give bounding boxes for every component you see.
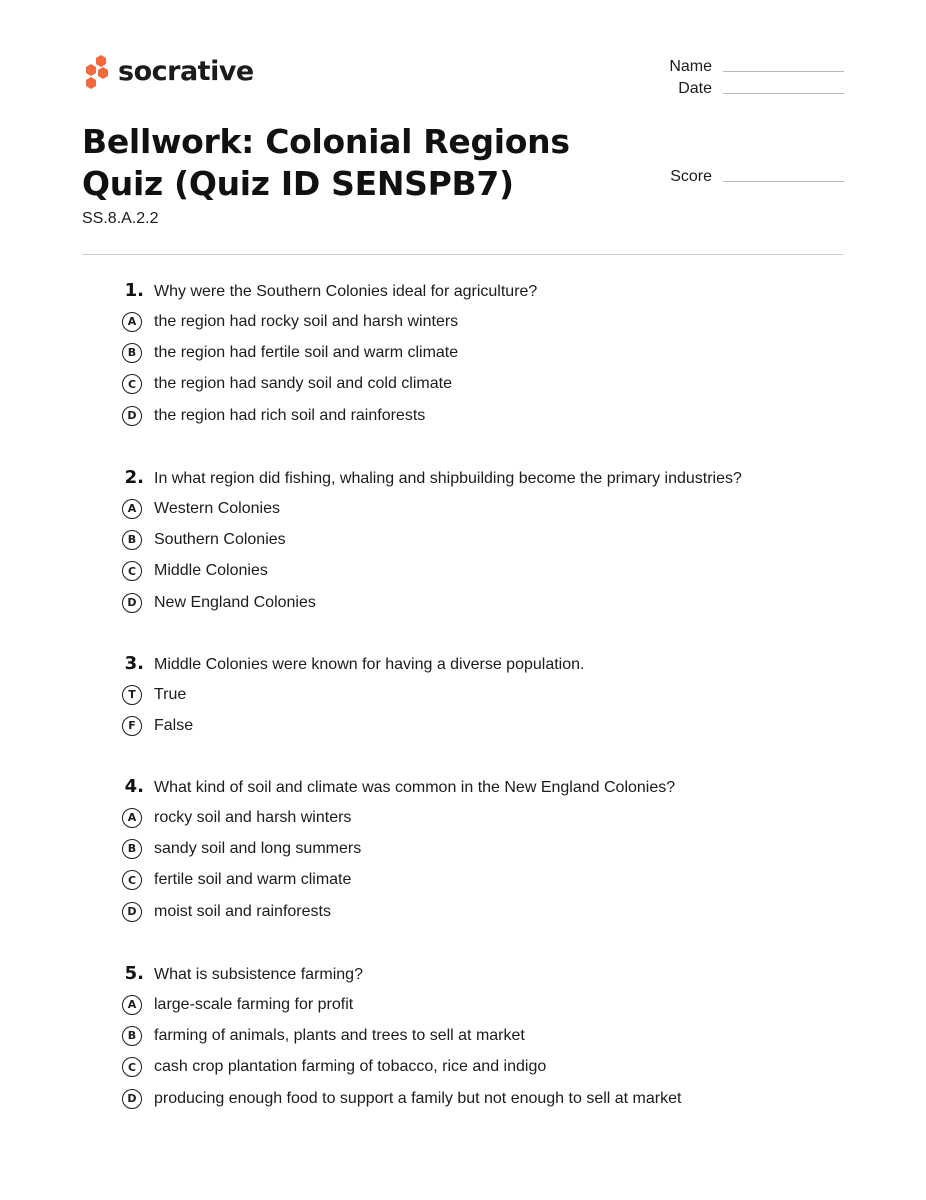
- question-number: 1.: [124, 280, 144, 301]
- choice-c[interactable]: [120, 1052, 820, 1083]
- choice-letter-badge[interactable]: D: [122, 1089, 142, 1109]
- choice-text: the region had sandy soil and cold climate: [154, 375, 452, 393]
- standard-code: SS.8.A.2.2: [82, 210, 159, 227]
- choice-a[interactable]: [120, 989, 820, 1020]
- question-1: [120, 280, 820, 431]
- choice-b[interactable]: [120, 524, 820, 555]
- choice-text: sandy soil and long summers: [154, 839, 362, 857]
- choice-text: the region had rich soil and rainforests: [154, 406, 426, 424]
- choice-text: Middle Colonies: [154, 562, 268, 580]
- choice-text: moist soil and rainforests: [154, 902, 331, 920]
- choice-letter-badge[interactable]: F: [122, 716, 142, 736]
- choice-text: rocky soil and harsh winters: [154, 808, 352, 826]
- choice-letter-badge[interactable]: B: [122, 1026, 142, 1046]
- question-4: [120, 776, 820, 927]
- choice-letter-badge[interactable]: D: [122, 593, 142, 613]
- choice-letter-badge[interactable]: B: [122, 530, 142, 550]
- score-write-line[interactable]: [723, 181, 844, 182]
- choice-text: cash crop plantation farming of tobacco, rice and indigo: [154, 1058, 547, 1076]
- choice-letter-badge[interactable]: A: [122, 499, 142, 519]
- brand-name: socrative: [118, 56, 254, 87]
- question-header: [120, 280, 820, 306]
- choice-text: farming of animals, plants and trees to sell at market: [154, 1026, 525, 1044]
- name-write-line[interactable]: [723, 71, 844, 72]
- question-number: 4.: [124, 776, 144, 797]
- choice-text: the region had fertile soil and warm climate: [154, 343, 459, 361]
- choice-text: False: [154, 716, 194, 734]
- question-text: What kind of soil and climate was common in the New England Colonies?: [154, 779, 676, 796]
- choice-letter-badge[interactable]: A: [122, 312, 142, 332]
- choice-a[interactable]: [120, 306, 820, 337]
- name-field[interactable]: [620, 56, 844, 78]
- choice-text: the region had rocky soil and harsh winters: [154, 312, 459, 330]
- choice-b[interactable]: [120, 833, 820, 864]
- choice-letter-badge[interactable]: C: [122, 870, 142, 890]
- question-header: [120, 467, 820, 493]
- choice-letter-badge[interactable]: B: [122, 343, 142, 363]
- question-header: [120, 653, 820, 679]
- choice-letter-badge[interactable]: A: [122, 808, 142, 828]
- choice-a[interactable]: [120, 802, 820, 833]
- question-number: 5.: [124, 963, 144, 984]
- choice-text: True: [154, 685, 187, 703]
- choice-false[interactable]: [120, 710, 820, 741]
- question-3: [120, 653, 820, 742]
- score-label: Score: [670, 168, 712, 185]
- name-label: Name: [669, 58, 712, 75]
- choice-letter-badge[interactable]: T: [122, 685, 142, 705]
- question-header: [120, 776, 820, 802]
- choice-c[interactable]: [120, 556, 820, 587]
- question-2: [120, 467, 820, 618]
- question-header: [120, 963, 820, 989]
- score-field[interactable]: [620, 166, 844, 188]
- choice-text: New England Colonies: [154, 593, 316, 611]
- question-5: [120, 963, 820, 1114]
- choice-d[interactable]: [120, 587, 820, 618]
- choice-text: fertile soil and warm climate: [154, 871, 352, 889]
- choice-letter-badge[interactable]: B: [122, 839, 142, 859]
- choice-d[interactable]: [120, 400, 820, 431]
- choice-letter-badge[interactable]: C: [122, 1057, 142, 1077]
- date-label: Date: [678, 80, 712, 97]
- question-text: Why were the Southern Colonies ideal for agriculture?: [154, 283, 538, 300]
- question-text: What is subsistence farming?: [154, 966, 363, 983]
- choice-text: Western Colonies: [154, 499, 280, 517]
- quiz-title: Bellwork: Colonial Regions Quiz (Quiz ID SENSPB7): [82, 122, 570, 203]
- question-number: 3.: [124, 653, 144, 674]
- choice-true[interactable]: [120, 679, 820, 710]
- choice-text: producing enough food to support a family but not enough to sell at market: [154, 1089, 682, 1107]
- socrative-logo: [82, 54, 254, 90]
- choice-text: large-scale farming for profit: [154, 995, 354, 1013]
- choice-c[interactable]: [120, 865, 820, 896]
- choice-c[interactable]: [120, 369, 820, 400]
- date-field[interactable]: [620, 78, 844, 100]
- choice-letter-badge[interactable]: D: [122, 406, 142, 426]
- choice-d[interactable]: [120, 896, 820, 927]
- choice-b[interactable]: [120, 1020, 820, 1051]
- hexagon-cluster-logo-icon: [82, 54, 110, 90]
- choice-letter-badge[interactable]: D: [122, 902, 142, 922]
- choice-text: Southern Colonies: [154, 530, 286, 548]
- choice-d[interactable]: [120, 1083, 820, 1114]
- question-number: 2.: [124, 467, 144, 488]
- choice-letter-badge[interactable]: C: [122, 561, 142, 581]
- choice-a[interactable]: [120, 493, 820, 524]
- question-text: In what region did fishing, whaling and shipbuilding become the primary industries?: [154, 470, 742, 487]
- header-divider: [82, 254, 844, 255]
- question-text: Middle Colonies were known for having a diverse population.: [154, 656, 585, 673]
- choice-b[interactable]: [120, 337, 820, 368]
- date-write-line[interactable]: [723, 93, 844, 94]
- choice-letter-badge[interactable]: C: [122, 374, 142, 394]
- choice-letter-badge[interactable]: A: [122, 995, 142, 1015]
